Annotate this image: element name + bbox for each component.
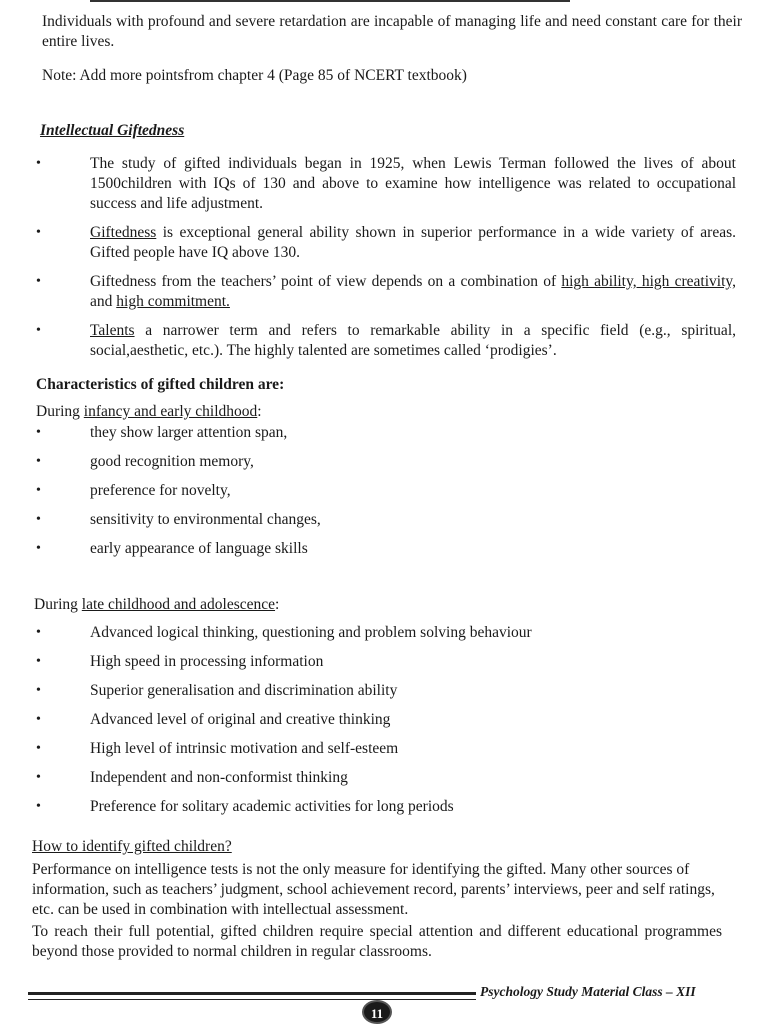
list-item-text: Superior generalisation and discrimination ability <box>90 682 398 699</box>
list-item <box>36 223 736 263</box>
list-item <box>36 539 736 568</box>
potential-paragraph: To reach their full potential, gifted children require special attention and different educational programmes beyond those provided to normal children in regular classrooms. <box>32 923 722 960</box>
list-item-text: High speed in processing information <box>90 653 324 670</box>
bullet-icon: • <box>36 512 41 527</box>
bullet-icon: • <box>36 454 41 469</box>
bullet-icon: • <box>36 483 41 498</box>
bullet-icon: • <box>36 770 41 785</box>
bullet-icon: • <box>36 156 41 171</box>
list-item <box>36 452 736 481</box>
list-item-text: Advanced logical thinking, questioning and problem solving behaviour <box>90 624 532 641</box>
list-item-text: early appearance of language skills <box>90 540 308 557</box>
list-item <box>36 710 736 739</box>
note-paragraph: Note: Add more pointsfrom chapter 4 (Page 85 of NCERT textbook) <box>42 67 467 84</box>
footer-rule <box>28 992 476 995</box>
giftedness-list <box>36 154 736 370</box>
list-item-text: Giftedness from the teachers’ point of view depends on a combination of high ability, high creativity, and high commitment. <box>90 273 737 310</box>
bullet-icon: • <box>36 654 41 669</box>
list-item-text: sensitivity to environmental changes, <box>90 511 321 528</box>
list-item <box>36 154 736 214</box>
identify-paragraph: Performance on intelligence tests is not the only measure for identifying the gifted. Many other sources of information, such as teachers’ judgment, school achievement record, parents’ interviews, peer and self ratings, etc. can be used in combination with intellectual assessment. <box>32 861 715 918</box>
bullet-icon: • <box>36 683 41 698</box>
characteristics-heading: Characteristics of gifted children are: <box>36 376 285 393</box>
infancy-subheading: During infancy and early childhood: <box>36 403 262 420</box>
bullet-icon: • <box>36 625 41 640</box>
list-item-text: they show larger attention span, <box>90 424 288 441</box>
bullet-icon: • <box>36 541 41 556</box>
list-item <box>36 623 736 652</box>
list-item-text: Independent and non-conformist thinking <box>90 769 348 786</box>
list-item <box>36 652 736 681</box>
bullet-icon: • <box>36 323 41 338</box>
bullet-icon: • <box>36 799 41 814</box>
list-item <box>36 797 736 826</box>
bullet-icon: • <box>36 425 41 440</box>
late-childhood-subheading: During late childhood and adolescence: <box>34 596 280 613</box>
list-item-text: Giftedness is exceptional general ability shown in superior performance in a wide variety of areas. Gifted people have IQ above 130. <box>90 224 736 261</box>
top-rule <box>90 0 570 2</box>
list-item <box>36 481 736 510</box>
footer-title: Psychology Study Material Class – XII <box>480 984 696 999</box>
late-childhood-list <box>36 623 736 826</box>
list-item <box>36 681 736 710</box>
bullet-icon: • <box>36 712 41 727</box>
footer-rule-thin <box>28 999 476 1000</box>
list-item-text: High level of intrinsic motivation and self-esteem <box>90 740 399 757</box>
bullet-icon: • <box>36 274 41 289</box>
list-item <box>36 423 736 452</box>
list-item <box>36 768 736 797</box>
list-item <box>36 739 736 768</box>
list-item-text: good recognition memory, <box>90 453 254 470</box>
intro-paragraph: Individuals with profound and severe retardation are incapable of managing life and need constant care for their entire lives. <box>42 13 742 50</box>
identify-gifted-heading: How to identify gifted children? <box>32 838 232 855</box>
list-item <box>36 272 736 312</box>
list-item-text: Preference for solitary academic activities for long periods <box>90 798 454 815</box>
bullet-icon: • <box>36 741 41 756</box>
list-item-text: Talents a narrower term and refers to remarkable ability in a specific field (e.g., spiritual, social,aesthetic, etc.). The highly talented are sometimes called ‘prodigies’. <box>90 322 736 359</box>
infancy-list <box>36 423 736 568</box>
bullet-icon: • <box>36 225 41 240</box>
page-number: 11 <box>362 1000 392 1024</box>
list-item <box>36 510 736 539</box>
list-item-text: The study of gifted individuals began in 1925, when Lewis Terman followed the lives of about 1500children with IQs of 130 and above to examine how intelligence was related to occupational success and life adjustment. <box>90 155 736 212</box>
list-item-text: preference for novelty, <box>90 482 231 499</box>
list-item <box>36 321 736 361</box>
giftedness-heading: Intellectual Giftedness <box>40 122 185 139</box>
list-item-text: Advanced level of original and creative thinking <box>90 711 391 728</box>
